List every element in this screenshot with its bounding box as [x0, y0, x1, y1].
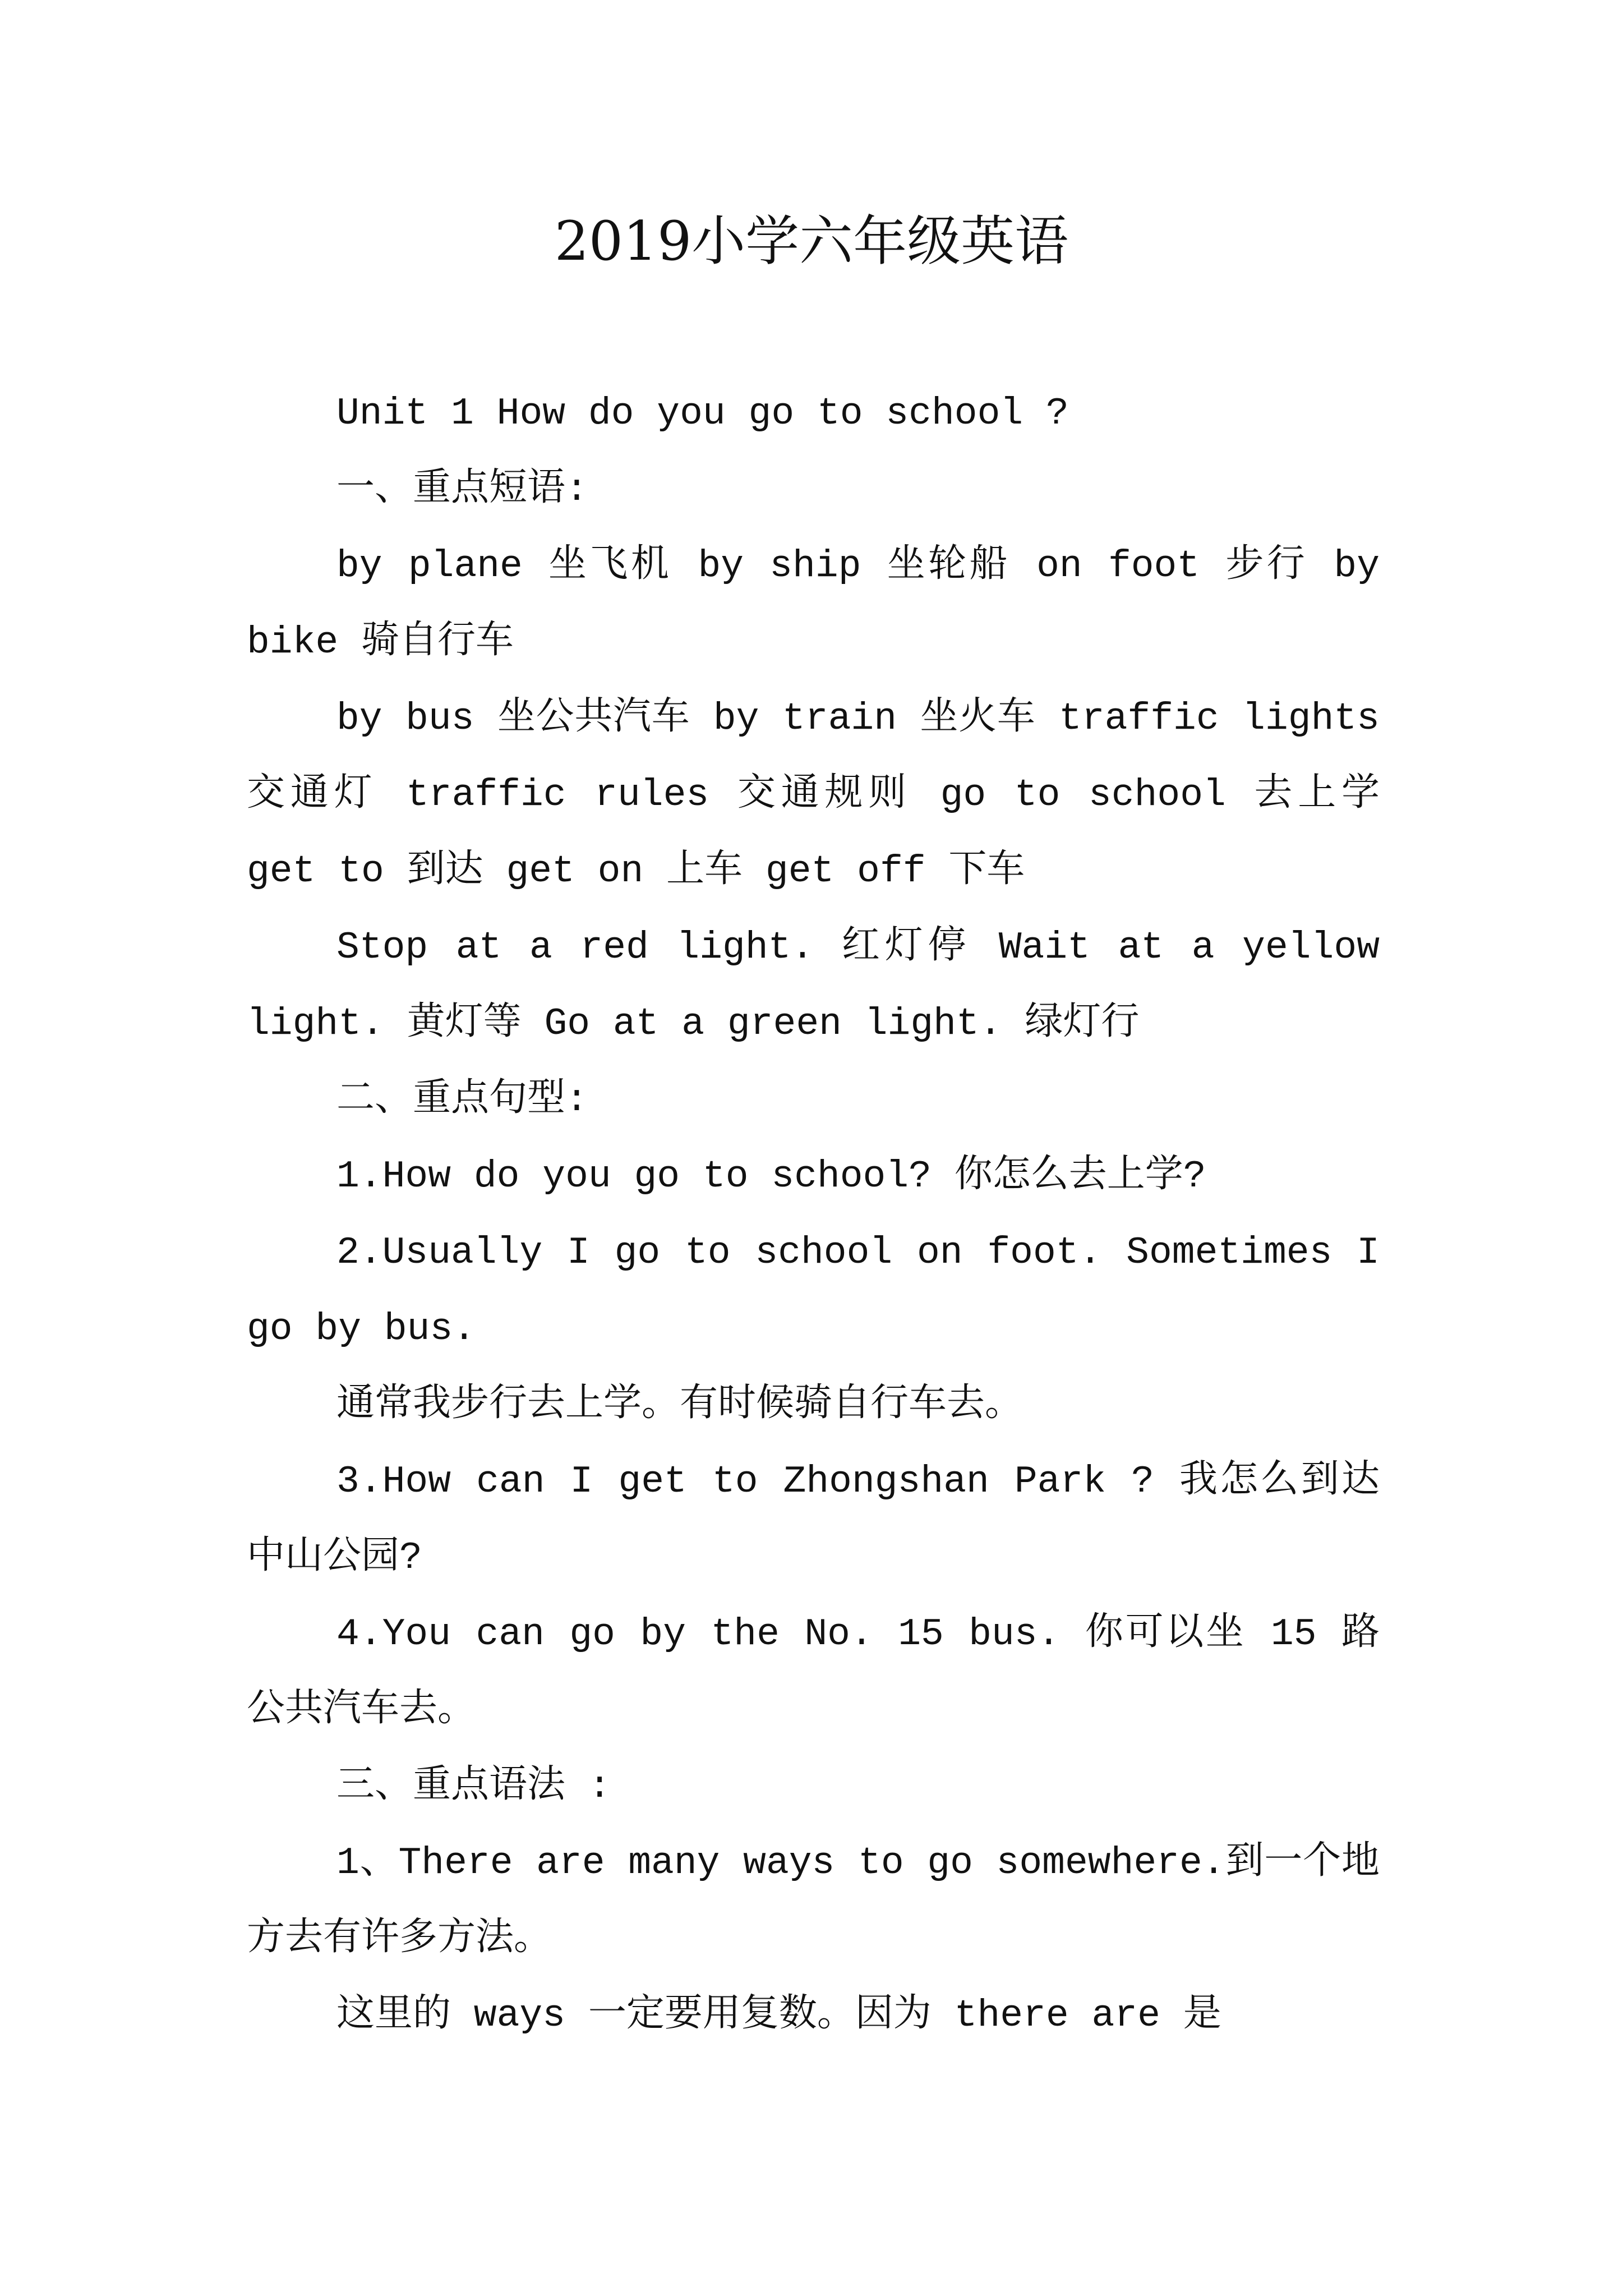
document-body	[247, 376, 1380, 2054]
sentence-2-translation: 通常我步行去上学。有时候骑自行车去。	[336, 1384, 1023, 1427]
grammar-note: 这里的 ways 一定要用复数。因为 there are 是	[336, 1994, 1221, 2037]
sentence-2: 2.Usually I go to school on foot. Sometimes I go by bus.	[247, 1231, 1380, 1351]
sentence-1: 1.How do you go to school? 你怎么去上学?	[336, 1155, 1206, 1198]
phrase-list-2: by bus 坐公共汽车 by train 坐火车 traffic lights 交通灯 traffic rules 交通规则 go to school 去上学 get to 到达 get on 上车 get off 下车	[247, 697, 1380, 893]
phrase-list-1: by plane 坐飞机 by ship 坐轮船 on foot 步行 by bike 骑自行车	[247, 545, 1380, 664]
sentence-3: 3.How can I get to Zhongshan Park ? 我怎么到达中山公园?	[247, 1460, 1380, 1580]
section-heading-sentences: 二、重点句型:	[336, 1079, 588, 1122]
unit-heading: Unit 1 How do you go to school ?	[336, 392, 1069, 435]
grammar-point-1: 1、There are many ways to go somewhere.到一个地方去有许多方法。	[247, 1842, 1380, 1961]
sentence-4: 4.You can go by the No. 15 bus. 你可以坐 15 路公共汽车去。	[247, 1613, 1380, 1732]
section-heading-phrases: 一、重点短语:	[336, 468, 588, 512]
phrase-list-3: Stop at a red light. 红灯停 Wait at a yellow light. 黄灯等 Go at a green light. 绿灯行	[247, 926, 1380, 1046]
section-heading-grammar: 三、重点语法 :	[336, 1765, 611, 1809]
document-title: 2019小学六年级英语	[554, 210, 1069, 273]
